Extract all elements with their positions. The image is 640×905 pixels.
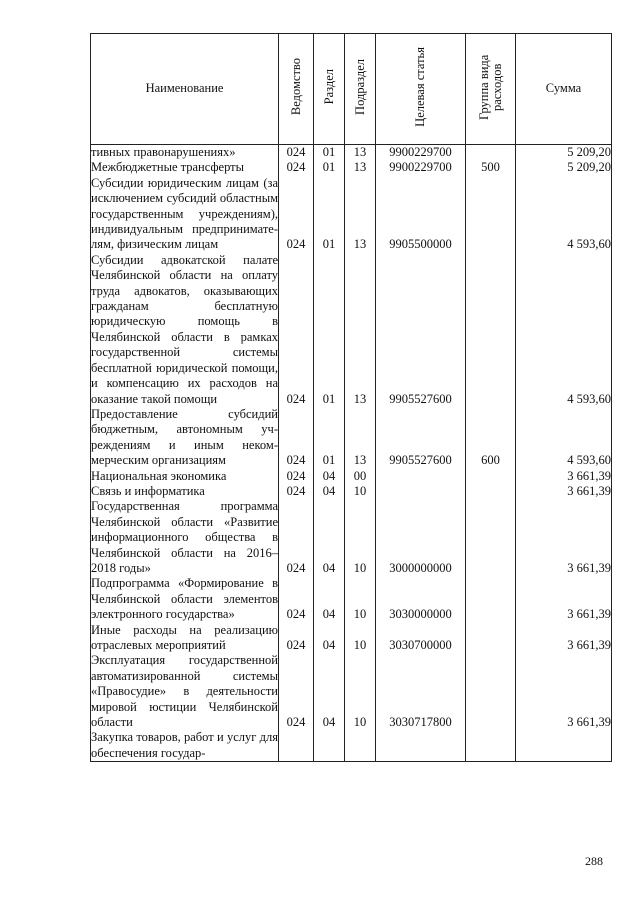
header-celevaya-statya: Целевая статья <box>376 34 466 145</box>
row-name: Иные расходы на реализацию отраслевых мероприятий <box>91 622 278 652</box>
row-podrazdel: 13 <box>345 253 376 407</box>
row-gruppa <box>466 499 516 576</box>
row-gruppa <box>466 576 516 622</box>
table-row <box>91 576 612 622</box>
row-name: Межбюджетные трансферты <box>91 160 279 175</box>
row-razdel: 01 <box>314 160 345 175</box>
row-vedomstvo: 024 <box>279 623 314 654</box>
row-summa: 4 593,60 <box>516 407 612 469</box>
row-summa: 3 661,39 <box>516 576 612 622</box>
header-summa: Сумма <box>516 34 612 145</box>
header-razdel: Раздел <box>314 34 345 145</box>
row-razdel: 04 <box>314 653 345 730</box>
row-name: Связь и информатика <box>91 484 279 499</box>
row-summa <box>516 730 612 761</box>
row-vedomstvo: 024 <box>279 653 314 730</box>
row-gruppa <box>466 145 516 161</box>
table-row <box>91 499 612 576</box>
header-podrazdel: Подраздел <box>345 34 376 145</box>
row-summa: 5 209,20 <box>516 160 612 175</box>
row-podrazdel: 13 <box>345 145 376 161</box>
row-summa: 4 593,60 <box>516 253 612 407</box>
row-razdel: 01 <box>314 407 345 469</box>
table-row <box>91 407 612 469</box>
table-row <box>91 176 612 253</box>
row-vedomstvo: 024 <box>279 253 314 407</box>
row-celevaya-statya: 3030717800 <box>376 653 466 730</box>
row-celevaya-statya: 3030000000 <box>376 576 466 622</box>
table-row <box>91 653 612 730</box>
row-name: Субсидии юридическим лицам (за исключением субсидий областным государственным учреждениям), индивидуальным предпринимателям, физическим лицам <box>91 175 278 252</box>
row-celevaya-statya: 9905527600 <box>376 253 466 407</box>
row-vedomstvo: 024 <box>279 484 314 499</box>
row-vedomstvo: 024 <box>279 176 314 253</box>
row-vedomstvo: 024 <box>279 499 314 576</box>
row-podrazdel: 10 <box>345 623 376 654</box>
row-razdel: 04 <box>314 484 345 499</box>
row-vedomstvo: 024 <box>279 160 314 175</box>
row-razdel: 01 <box>314 253 345 407</box>
row-gruppa <box>466 730 516 761</box>
table-row <box>91 145 612 161</box>
row-name: Национальная экономика <box>91 469 279 484</box>
row-name: Закупка товаров, работ и услуг для обеспечения государ- <box>91 730 278 760</box>
row-podrazdel: 00 <box>345 469 376 484</box>
header-name: Наименование <box>91 34 279 145</box>
row-razdel: 04 <box>314 469 345 484</box>
row-razdel: 04 <box>314 623 345 654</box>
row-celevaya-statya: 9905500000 <box>376 176 466 253</box>
row-vedomstvo: 024 <box>279 145 314 161</box>
row-name: Субсидии адвокатской палате Челябинской области на оплату труда адвокатов, оказывающих гражданам бесплатную юридическую помощь в Челябинской области в рамках государственной системы бесплатной юридической помощи, и компенсацию их расходов на оказание такой помощи <box>91 252 278 406</box>
row-podrazdel: 13 <box>345 160 376 175</box>
row-gruppa <box>466 484 516 499</box>
row-razdel: 04 <box>314 576 345 622</box>
table-row <box>91 730 612 761</box>
row-name: тивных правонарушениях» <box>91 145 279 161</box>
row-gruppa: 600 <box>466 407 516 469</box>
page-number: 288 <box>585 854 603 868</box>
row-celevaya-statya: 9905527600 <box>376 407 466 469</box>
row-celevaya-statya: 3030700000 <box>376 623 466 654</box>
header-vedomstvo: Ведомство <box>279 34 314 145</box>
row-razdel: 01 <box>314 145 345 161</box>
row-podrazdel: 10 <box>345 484 376 499</box>
row-summa: 4 593,60 <box>516 176 612 253</box>
row-celevaya-statya <box>376 484 466 499</box>
row-summa: 3 661,39 <box>516 623 612 654</box>
row-celevaya-statya: 9900229700 <box>376 160 466 175</box>
table-row <box>91 253 612 407</box>
row-podrazdel: 10 <box>345 653 376 730</box>
row-gruppa <box>466 253 516 407</box>
row-summa: 3 661,39 <box>516 653 612 730</box>
row-gruppa <box>466 623 516 654</box>
row-name: Эксплуатация государственной автоматизированной системы «Правосудие» в деятельности мировой юстиции Челябинской области <box>91 653 278 730</box>
row-summa: 3 661,39 <box>516 499 612 576</box>
row-vedomstvo: 024 <box>279 469 314 484</box>
row-vedomstvo: 024 <box>279 407 314 469</box>
row-summa: 3 661,39 <box>516 484 612 499</box>
row-razdel <box>314 730 345 761</box>
row-celevaya-statya: 9900229700 <box>376 145 466 161</box>
row-podrazdel: 10 <box>345 576 376 622</box>
row-celevaya-statya <box>376 469 466 484</box>
row-celevaya-statya: 3000000000 <box>376 499 466 576</box>
row-name: Подпрограмма «Формирование в Челябинской области элементов электронного государства» <box>91 576 278 622</box>
table-row <box>91 484 612 499</box>
row-name: Предоставление субсидий бюджетным, автономным учреждениям и иным некоммерческим организациям <box>91 406 278 468</box>
row-razdel: 01 <box>314 176 345 253</box>
row-gruppa: 500 <box>466 160 516 175</box>
table-row <box>91 623 612 654</box>
budget-table <box>90 33 612 762</box>
row-podrazdel: 13 <box>345 176 376 253</box>
row-podrazdel: 10 <box>345 499 376 576</box>
row-podrazdel: 13 <box>345 407 376 469</box>
table-row <box>91 469 612 484</box>
header-gruppa-vida-rashodov: Группа вида расходов <box>466 34 516 145</box>
row-gruppa <box>466 653 516 730</box>
row-summa: 5 209,20 <box>516 145 612 161</box>
row-gruppa <box>466 176 516 253</box>
row-razdel: 04 <box>314 499 345 576</box>
table-header-row <box>91 34 612 145</box>
row-celevaya-statya <box>376 730 466 761</box>
row-gruppa <box>466 469 516 484</box>
row-summa: 3 661,39 <box>516 469 612 484</box>
row-vedomstvo <box>279 730 314 761</box>
row-name: Государственная программа Челябинской области «Развитие информационного общества в Челябинской области на 2016–2018 годы» <box>91 499 278 575</box>
row-podrazdel <box>345 730 376 761</box>
table-row <box>91 160 612 175</box>
row-vedomstvo: 024 <box>279 576 314 622</box>
